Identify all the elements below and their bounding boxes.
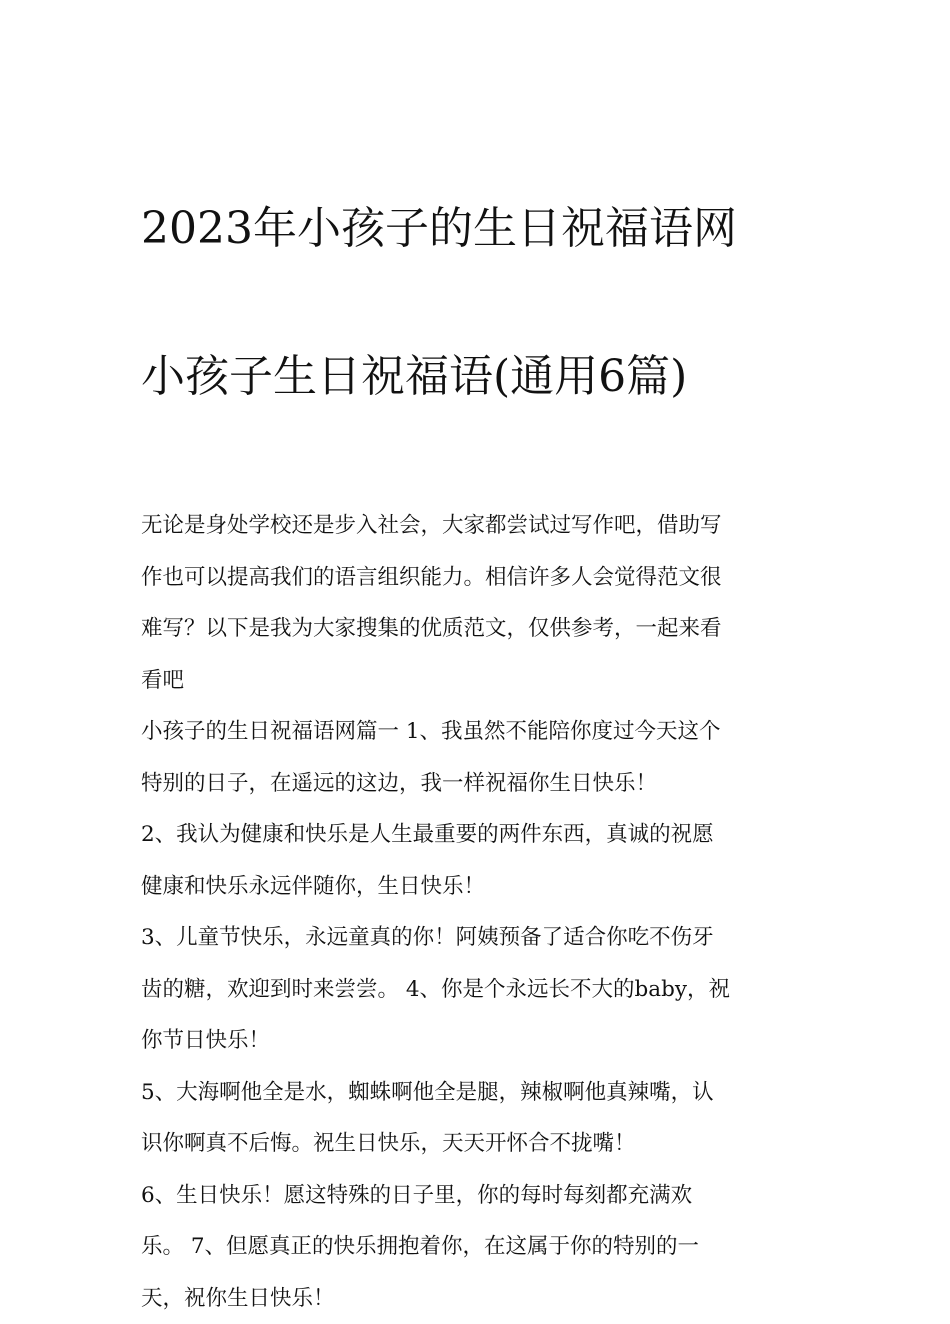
text-line: 天，祝你生日快乐！ — [141, 1273, 813, 1324]
wish-paragraph-6 — [141, 1170, 813, 1324]
text-line: 难写？以下是我为大家搜集的优质范文，仅供参考，一起来看 — [141, 603, 813, 655]
text-line: 齿的糖，欢迎到时来尝尝。 4、你是个永远长不大的baby，祝 — [141, 964, 813, 1016]
title-line: 2023年小孩子的生日祝福语网 — [141, 192, 813, 266]
text-line: 识你啊真不后悔。祝生日快乐，天天开怀合不拢嘴！ — [141, 1118, 813, 1170]
text-line: 3、儿童节快乐，永远童真的你！阿姨预备了适合你吃不伤牙 — [141, 912, 813, 964]
wish-paragraph-3 — [141, 912, 813, 1067]
text-line: 2、我认为健康和快乐是人生最重要的两件东西，真诚的祝愿 — [141, 809, 813, 861]
text-line: 5、大海啊他全是水，蜘蛛啊他全是腿，辣椒啊他真辣嘴，认 — [141, 1067, 813, 1119]
wish-paragraph-2 — [141, 809, 813, 912]
text-line: 6、生日快乐！愿这特殊的日子里，你的每时每刻都充满欢 — [141, 1170, 813, 1222]
intro-paragraph — [141, 500, 813, 706]
wish-paragraph-5 — [141, 1067, 813, 1170]
text-line: 特别的日子，在遥远的这边，我一样祝福你生日快乐！ — [141, 758, 813, 810]
text-line: 你节日快乐！ — [141, 1015, 813, 1067]
text-line: 看吧 — [141, 655, 813, 707]
text-line: 作也可以提高我们的语言组织能力。相信许多人会觉得范文很 — [141, 552, 813, 604]
wish-paragraph-1 — [141, 706, 813, 809]
title-line: 小孩子生日祝福语(通用6篇) — [141, 340, 813, 414]
text-line: 乐。 7、但愿真正的快乐拥抱着你，在这属于你的特别的一 — [141, 1221, 813, 1273]
document-content — [141, 118, 813, 1324]
text-line: 无论是身处学校还是步入社会，大家都尝试过写作吧，借助写 — [141, 500, 813, 552]
text-line: 小孩子的生日祝福语网篇一 1、我虽然不能陪你度过今天这个 — [141, 706, 813, 758]
text-line: 健康和快乐永远伴随你，生日快乐！ — [141, 861, 813, 913]
document-title — [141, 118, 813, 488]
